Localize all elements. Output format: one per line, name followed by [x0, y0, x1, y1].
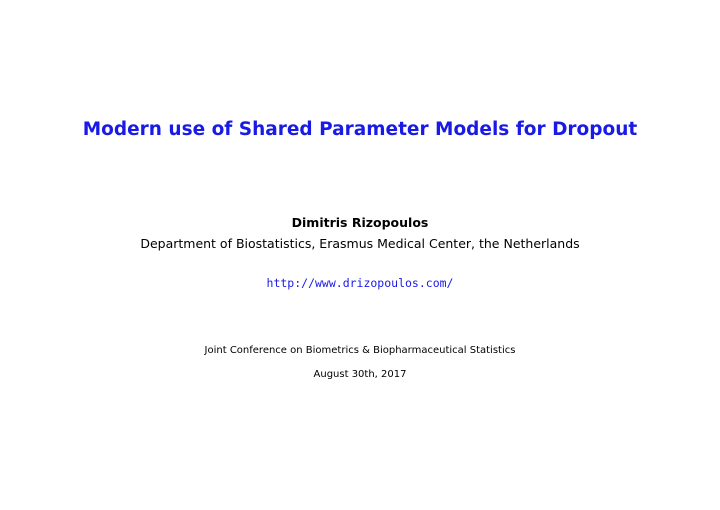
conference-name: Joint Conference on Biometrics & Biopharmaceutical Statistics: [204, 345, 516, 356]
presentation-date: August 30th, 2017: [313, 369, 407, 380]
author-website-link[interactable]: http://www.drizopoulos.com/: [266, 276, 454, 290]
author-name: Dimitris Rizopoulos: [291, 215, 429, 230]
slide-title: Modern use of Shared Parameter Models for Dropout: [82, 119, 638, 140]
author-affiliation: Department of Biostatistics, Erasmus Medical Center, the Netherlands: [140, 236, 580, 251]
